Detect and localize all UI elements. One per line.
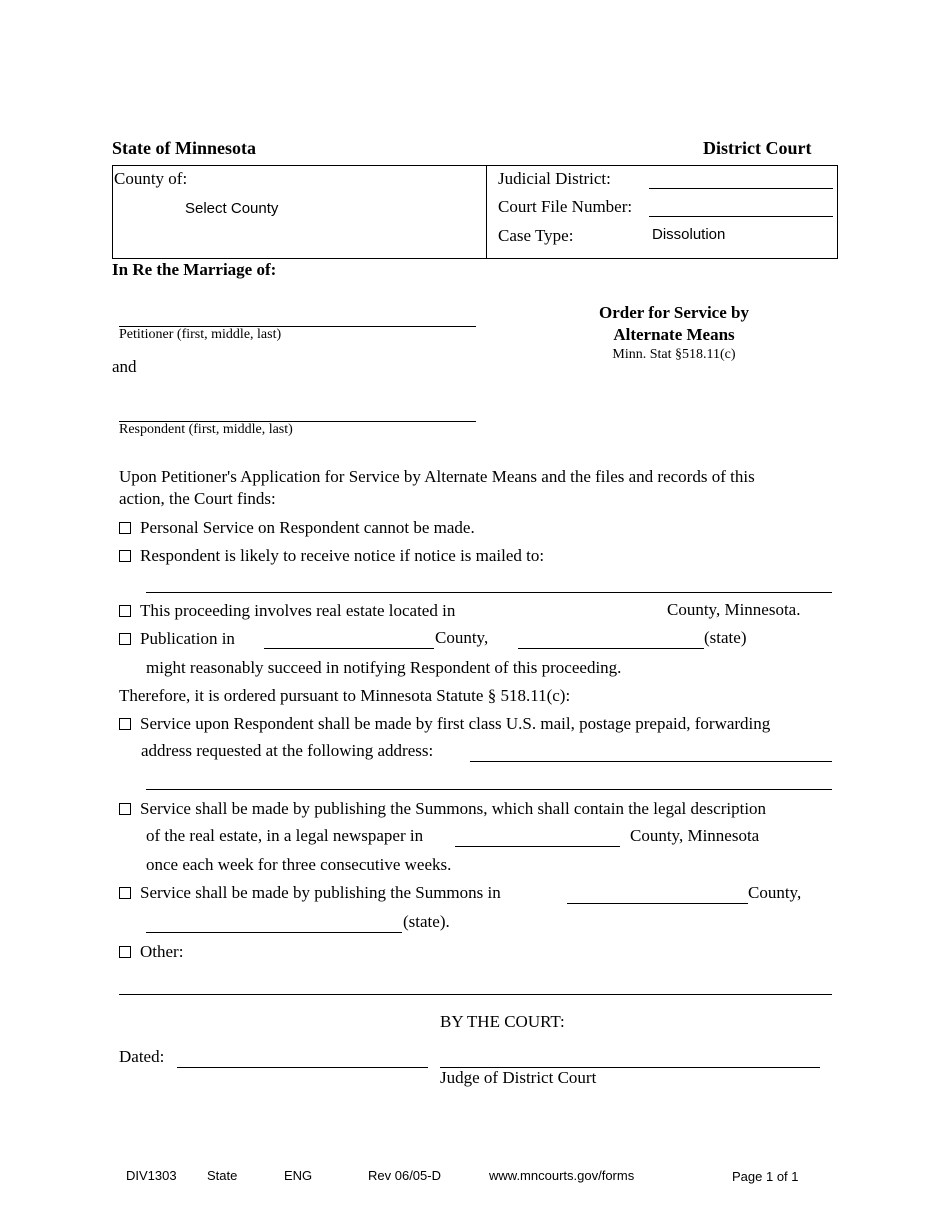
case-type-select[interactable]: Dissolution: [652, 226, 726, 243]
order-title-line2: Alternate Means: [613, 325, 735, 344]
order-1-line2: address requested at the following address:: [141, 741, 434, 760]
other-label: Other:: [140, 942, 184, 961]
order-3-county-label: County,: [748, 883, 802, 902]
statute-citation: Minn. Stat §518.11(c): [612, 347, 736, 362]
publication-county-label: County,: [435, 628, 489, 647]
finding-1-text: Personal Service on Respondent cannot be made.: [140, 518, 475, 537]
footer-jurisdiction: State: [207, 1168, 238, 1183]
finding-4-continuation: might reasonably succeed in notifying Respondent of this proceeding.: [146, 658, 622, 677]
finding-3-suffix: County, Minnesota.: [667, 600, 801, 619]
order-3-text: Service shall be made by publishing the Summons in: [140, 883, 501, 902]
order-1-line1: Service upon Respondent shall be made by first class U.S. mail, postage prepaid, forwarding: [140, 714, 771, 733]
order-2-line1: Service shall be made by publishing the Summons, which shall contain the legal description: [140, 799, 767, 818]
petitioner-label: Petitioner (first, middle, last): [119, 327, 282, 342]
findings-intro-line1: Upon Petitioner's Application for Service by Alternate Means and the files and records of this: [119, 467, 755, 486]
judicial-district-label: Judicial District:: [498, 169, 611, 188]
finding-4-checkbox[interactable]: [119, 633, 131, 645]
finding-2-text: Respondent is likely to receive notice if notice is mailed to:: [140, 546, 545, 565]
finding-1-checkbox[interactable]: [119, 522, 131, 534]
judge-label: Judge of District Court: [440, 1068, 597, 1087]
orders-intro: Therefore, it is ordered pursuant to Minnesota Statute § 518.11(c):: [119, 686, 571, 705]
county-select[interactable]: Select County: [185, 200, 279, 217]
dated-label: Dated:: [119, 1047, 165, 1066]
finding-4-text: Publication in: [140, 629, 235, 648]
by-the-court: BY THE COURT:: [440, 1012, 565, 1031]
order-3-state-label: (state).: [403, 912, 450, 931]
court-title: District Court: [703, 138, 812, 158]
judicial-district-field[interactable]: [649, 188, 833, 189]
state-title: State of Minnesota: [112, 138, 256, 158]
order-1-address-field[interactable]: [470, 761, 832, 762]
order-2-county-label: County, Minnesota: [630, 826, 760, 845]
footer-revision: Rev 06/05-D: [368, 1168, 441, 1183]
in-re-heading: In Re the Marriage of:: [112, 260, 277, 279]
court-file-number-label: Court File Number:: [498, 197, 633, 216]
order-2-line3: once each week for three consecutive weeks.: [146, 855, 452, 874]
order-3-checkbox[interactable]: [119, 887, 131, 899]
findings-intro-line2: action, the Court finds:: [119, 489, 276, 508]
order-3-state-field[interactable]: [146, 932, 402, 933]
county-label: County of:: [114, 169, 188, 188]
finding-3-text: This proceeding involves real estate located in: [140, 601, 456, 620]
publication-county-field[interactable]: [264, 648, 434, 649]
footer-page-number: Page 1 of 1: [732, 1169, 799, 1184]
mailing-address-field[interactable]: [146, 592, 832, 593]
order-2-checkbox[interactable]: [119, 803, 131, 815]
dated-field[interactable]: [177, 1067, 428, 1068]
order-3-county-field[interactable]: [567, 903, 748, 904]
order-1-address-field-2[interactable]: [146, 789, 832, 790]
finding-2-checkbox[interactable]: [119, 550, 131, 562]
footer-form-id: DIV1303: [126, 1168, 177, 1183]
order-2-county-field[interactable]: [455, 846, 620, 847]
order-2-line2: of the real estate, in a legal newspaper in: [146, 826, 424, 845]
other-field[interactable]: [119, 994, 832, 995]
header-divider: [486, 165, 487, 259]
finding-3-checkbox[interactable]: [119, 605, 131, 617]
footer-url[interactable]: www.mncourts.gov/forms: [489, 1168, 635, 1183]
court-file-number-field[interactable]: [649, 216, 833, 217]
order-title-line1: Order for Service by: [599, 303, 749, 322]
publication-state-field[interactable]: [518, 648, 704, 649]
case-type-label: Case Type:: [498, 226, 574, 245]
order-1-checkbox[interactable]: [119, 718, 131, 730]
and-text: and: [112, 357, 137, 376]
respondent-label: Respondent (first, middle, last): [119, 422, 293, 437]
other-checkbox[interactable]: [119, 946, 131, 958]
footer-language: ENG: [284, 1168, 313, 1183]
publication-state-label: (state): [704, 628, 747, 647]
